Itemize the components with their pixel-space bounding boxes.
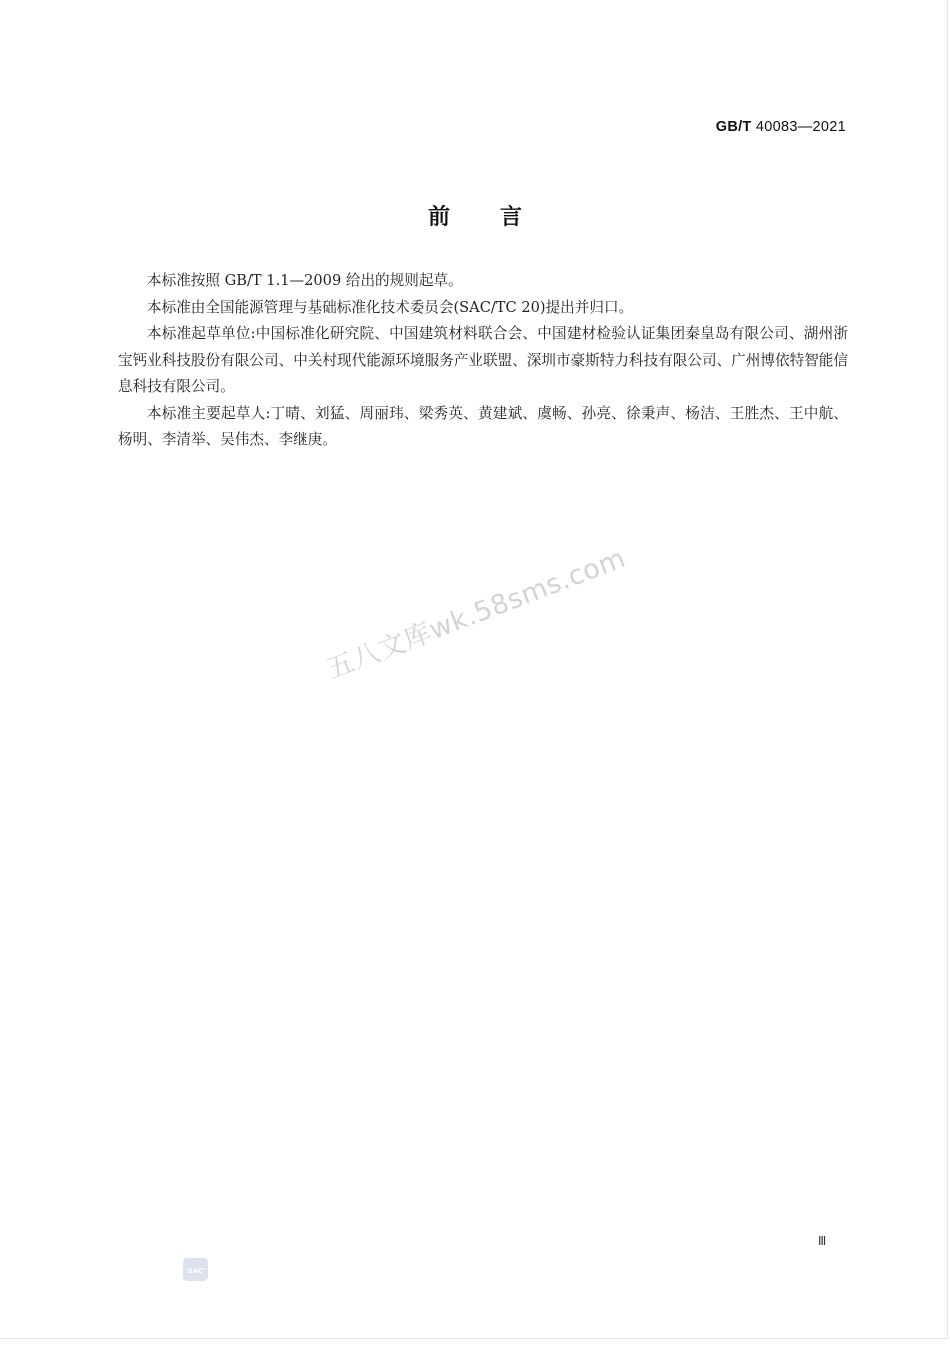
standard-prefix: GB/T: [715, 119, 752, 135]
page-title: 前言: [427, 205, 572, 230]
watermark: 五八文库wk.58sms.com: [322, 542, 630, 686]
page-number: Ⅲ: [818, 1234, 827, 1248]
paragraph-drafting-rules: 本标准按照 GB/T 1.1—2009 给出的规则起草。: [147, 272, 463, 289]
sac-logo-text: SAC: [187, 1266, 204, 1275]
standard-code: 40083—2021: [755, 119, 846, 135]
paragraph-drafting-units: 本标准起草单位:中国标准化研究院、中国建筑材料联合会、中国建材检验认证集团秦皇岛有限公司、湖州浙宝钙业科技股份有限公司、中关村现代能源环境服务产业联盟、深圳市豪斯特力科技有限公司、广州博依特智能信息科技有限公司。: [118, 325, 848, 395]
paragraph-proposer: 本标准由全国能源管理与基础标准化技术委员会(SAC/TC 20)提出并归口。: [147, 298, 634, 316]
standard-number: [716, 119, 846, 135]
paragraph-drafters: 本标准主要起草人:丁晴、刘猛、周丽玮、梁秀英、黄建斌、虞畅、孙亮、徐秉声、杨洁、王胜杰、王中航、杨明、李清举、吴伟杰、李继庚。: [118, 404, 848, 448]
sac-logo-icon: [183, 1258, 208, 1281]
foreword-body: [118, 268, 848, 454]
